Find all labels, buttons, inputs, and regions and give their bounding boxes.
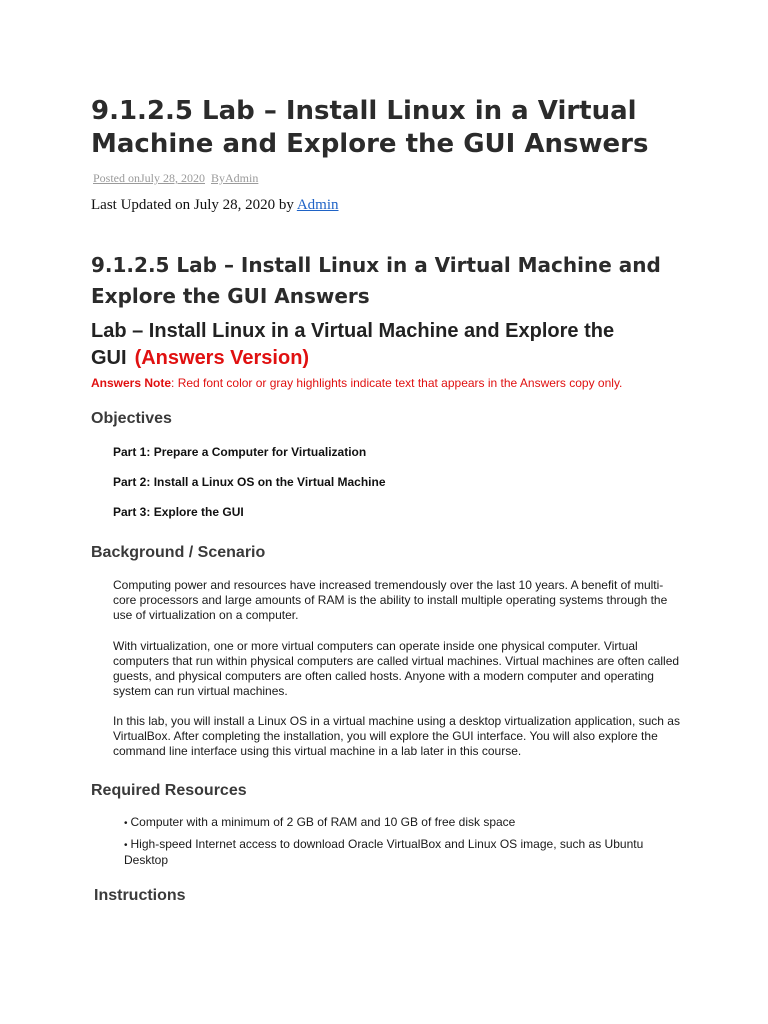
resource-item-text: High-speed Internet access to download Oracle VirtualBox and Linux OS image, such as Ubuntu Desktop	[124, 837, 644, 867]
last-updated-text: Last Updated on July 28, 2020 by	[91, 197, 294, 213]
background-paragraph-3: In this lab, you will install a Linux OS in a virtual machine using a desktop virtualization application, such as VirtualBox. After completing the installation, you will explore the GUI interface. You will also explore the command line interface using this virtual machine in a lab later in this course.	[113, 714, 680, 758]
background-heading: Background / Scenario	[91, 544, 266, 561]
objective-part-3	[113, 505, 244, 520]
post-title: 9.1.2.5 Lab – Install Linux in a Virtual Machine and Explore the GUI Answers	[91, 96, 649, 159]
objectives-heading: Objectives	[91, 410, 172, 427]
lab-title	[91, 318, 681, 372]
objective-part-1	[113, 445, 366, 460]
background-paragraph-2: With virtualization, one or more virtual computers can operate inside one physical computer. Virtual computers that run within physical computers are called virtual machines. Virtual machines are often called guests, and physical computers are often called hosts. Anyone with a modern computer and operating system can run virtual machines.	[113, 639, 680, 698]
lab-title-text: Lab – Install Linux in a Virtual Machine and Explore the GUI	[91, 320, 615, 369]
answers-note-text: : Red font color or gray highlights indicate text that appears in the Answers copy only.	[171, 376, 623, 390]
answers-note-label: Answers Note	[91, 376, 172, 390]
bullet-icon: •	[124, 840, 128, 851]
author-link[interactable]: ByAdmin	[211, 171, 259, 185]
resource-item-2	[124, 837, 684, 868]
objective-part-2	[113, 475, 386, 490]
answers-version-label: (Answers Version)	[134, 347, 310, 369]
objective-part-text: Prepare a Computer for Virtualization	[153, 445, 367, 459]
last-updated-author-link[interactable]: Admin	[296, 197, 339, 213]
objective-part-label: Part 2:	[113, 475, 151, 489]
instructions-heading: Instructions	[94, 887, 186, 904]
resource-item-1	[124, 815, 684, 831]
background-paragraph-1: Computing power and resources have increased tremendously over the last 10 years. A benefit of multi-core processors and large amounts of RAM is the ability to install multiple operating systems through the use of virtualization on a computer.	[113, 578, 668, 622]
posted-on-link[interactable]: Posted onJuly 28, 2020	[93, 171, 206, 185]
resource-item-text: Computer with a minimum of 2 GB of RAM and 10 GB of free disk space	[130, 815, 516, 829]
content-heading: 9.1.2.5 Lab – Install Linux in a Virtual Machine and Explore the GUI Answers	[91, 253, 661, 308]
objective-part-text: Explore the GUI	[153, 505, 244, 519]
answers-note	[91, 376, 622, 391]
objective-part-text: Install a Linux OS on the Virtual Machine	[153, 475, 386, 489]
objective-part-label: Part 1:	[113, 445, 151, 459]
resources-heading: Required Resources	[91, 782, 247, 799]
bullet-icon: •	[124, 818, 128, 829]
objective-part-label: Part 3:	[113, 505, 151, 519]
post-meta	[93, 171, 258, 185]
last-updated-line	[91, 196, 339, 214]
